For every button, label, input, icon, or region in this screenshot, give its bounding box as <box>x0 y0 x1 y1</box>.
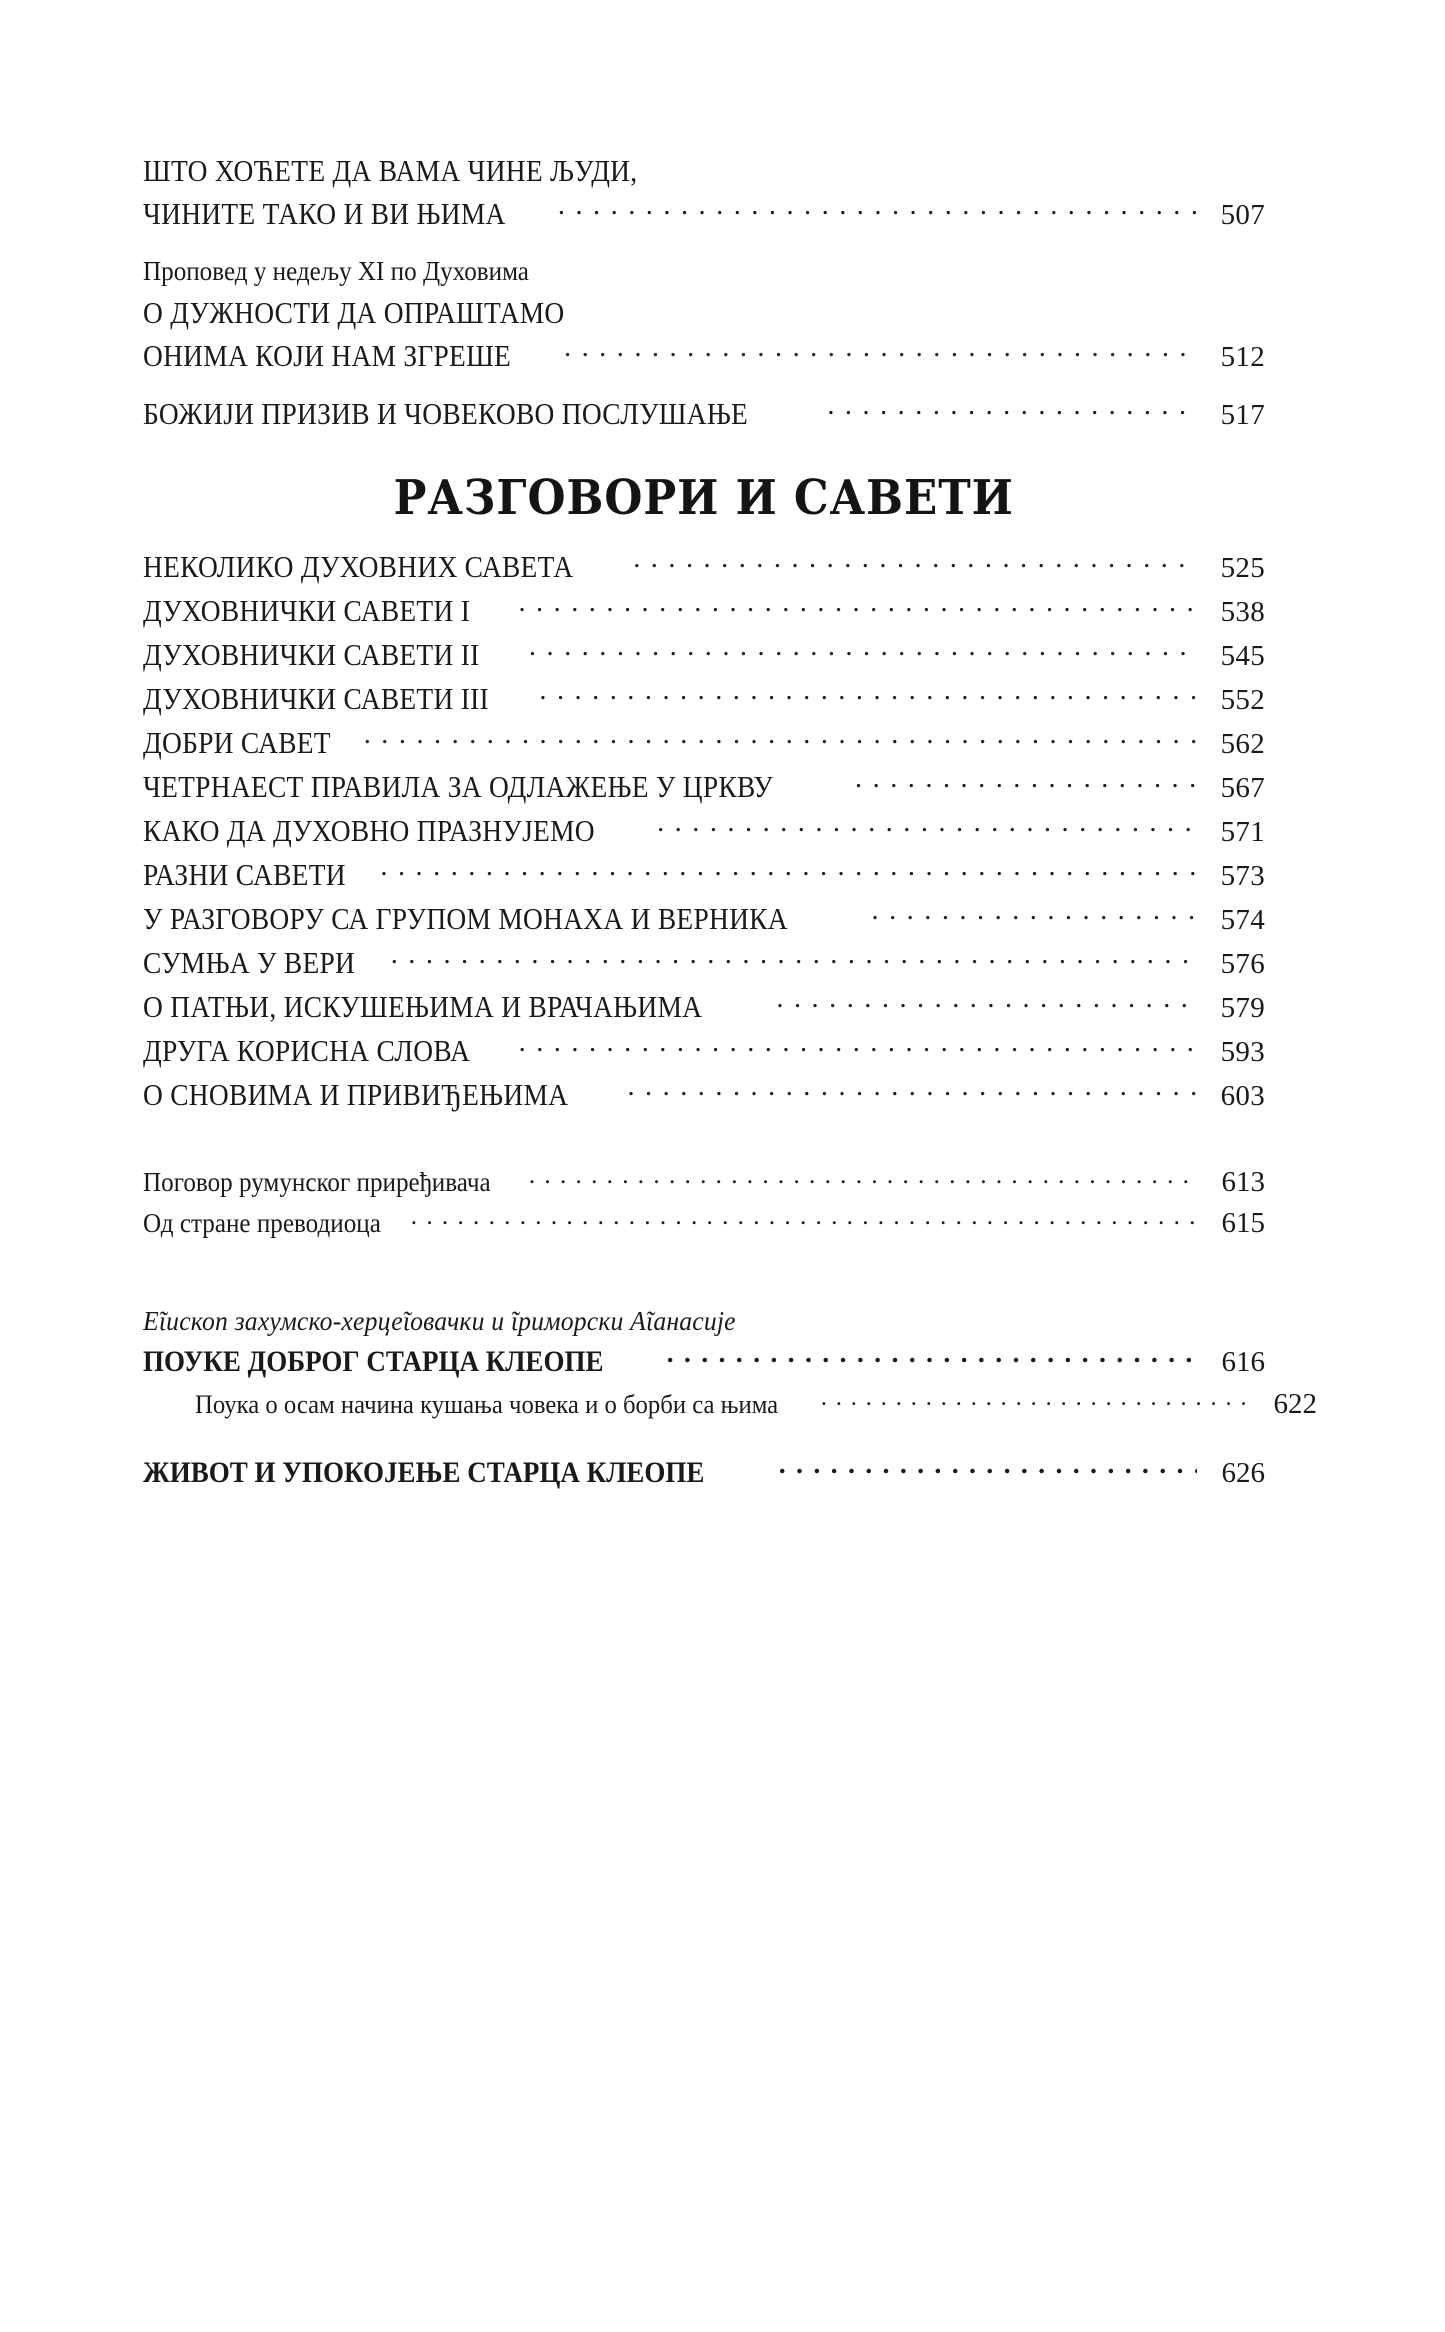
toc-page-number: 525 <box>1220 552 1265 584</box>
toc-page-number: 574 <box>1220 904 1265 936</box>
toc-entry-title-text: ОНИМА КОЈИ НАМ ЗГРЕШЕ <box>143 339 512 373</box>
toc-row[interactable] <box>143 898 1265 942</box>
dot-leader <box>558 194 1197 225</box>
toc-page-number: 603 <box>1220 1080 1265 1112</box>
section-heading-text: РАЗГОВОРИ И САВЕТИ <box>393 469 1015 526</box>
dot-leader <box>627 1075 1197 1106</box>
appendix-author-text: Еῖископ захумско-херцеῖовачки и ῖриморски Аῖанасије <box>143 1306 736 1336</box>
toc-entry-title-text: ДОБРИ САВЕТ <box>143 726 331 760</box>
toc-row[interactable] <box>143 942 1265 986</box>
toc-page-number: 573 <box>1220 860 1265 892</box>
dot-leader <box>411 1205 1197 1232</box>
dot-leader <box>529 635 1197 666</box>
toc-entry-title-text: ЖИВОТ И УПОКОЈЕЊЕ СТАРЦА КЛЕОПЕ <box>143 1456 705 1489</box>
toc-page-number: 507 <box>1220 199 1265 231</box>
toc-entry-title-text: ЧЕТРНАЕСТ ПРАВИЛА ЗА ОДЛАЖЕЊЕ У ЦРКВУ <box>143 770 774 804</box>
toc-entry-title-text: КАКО ДА ДУХОВНО ПРАЗНУЈЕМО <box>143 814 595 848</box>
toc-entry-title-text: Од стране преводиоца <box>143 1208 381 1238</box>
toc-row[interactable] <box>143 1340 1265 1384</box>
dot-leader <box>633 547 1197 578</box>
toc-entry-title-text: ПОУКЕ ДОБРОГ СТАРЦА КЛЕОПЕ <box>143 1345 604 1378</box>
toc-page-number: 512 <box>1220 341 1265 373</box>
toc-row[interactable] <box>143 393 1265 437</box>
toc-page-number: 545 <box>1220 640 1265 672</box>
dot-leader <box>776 987 1197 1018</box>
toc-entry-subtitle-text: Проповед у недељу XI по Духовима <box>143 256 529 286</box>
toc-row[interactable] <box>143 766 1265 810</box>
toc-entry-title-text: ЧИНИТЕ ТАКО И ВИ ЊИМА <box>143 197 506 231</box>
toc-row[interactable] <box>143 722 1265 766</box>
toc-page-number: 571 <box>1220 816 1265 848</box>
dot-leader <box>391 943 1197 974</box>
toc-row[interactable] <box>143 1030 1265 1074</box>
dot-leader <box>518 591 1197 622</box>
dot-leader <box>667 1341 1197 1371</box>
dot-leader <box>529 1164 1197 1191</box>
toc-page-number: 562 <box>1220 728 1265 760</box>
toc-entry-block <box>143 150 1265 237</box>
toc-entry-title-text: О ПАТЊИ, ИСКУШЕЊИМА И ВРАЧАЊИМА <box>143 990 703 1024</box>
toc-row[interactable] <box>143 810 1265 854</box>
toc-entry-title-text: У РАЗГОВОРУ СА ГРУПОМ МОНАХА И ВЕРНИКА <box>143 902 788 936</box>
toc-entry-title-text: НЕКОЛИКО ДУХОВНИХ САВЕТА <box>143 550 574 584</box>
dot-leader <box>380 855 1197 886</box>
toc-row[interactable] <box>143 546 1265 590</box>
toc-entry-title-text: ДУХОВНИЧКИ САВЕТИ III <box>143 682 489 716</box>
dot-leader <box>519 1031 1197 1062</box>
toc-entry-title-text: О ДУЖНОСТИ ДА ОПРАШТАМО <box>143 296 565 330</box>
toc-entry-title-text: БОЖИЈИ ПРИЗИВ И ЧОВЕКОВО ПОСЛУШАЊЕ <box>143 397 749 431</box>
toc-page-number: 616 <box>1221 1346 1265 1378</box>
toc-row[interactable] <box>143 590 1265 634</box>
toc-row[interactable] <box>143 1384 1317 1425</box>
toc-row[interactable] <box>143 1203 1265 1244</box>
toc-page-number: 567 <box>1220 772 1265 804</box>
toc-entry-title-line <box>143 150 1265 193</box>
toc-entry-title-text: СУМЊА У ВЕРИ <box>143 946 356 980</box>
appendix-author-line <box>143 1302 1265 1340</box>
dot-leader <box>827 394 1197 425</box>
toc-entry-title-text: Поговор румунског приређивача <box>143 1167 491 1197</box>
dot-leader <box>539 679 1197 710</box>
toc-page-number: 579 <box>1220 992 1265 1024</box>
dot-leader <box>821 1387 1249 1413</box>
toc-page-number: 538 <box>1220 596 1265 628</box>
toc-row[interactable] <box>143 854 1265 898</box>
dot-leader <box>855 767 1197 798</box>
spacer <box>143 1118 1265 1162</box>
dot-leader <box>564 336 1197 367</box>
toc-row[interactable] <box>143 1162 1265 1203</box>
toc-page-number: 576 <box>1220 948 1265 980</box>
spacer <box>143 1425 1265 1451</box>
toc-row[interactable] <box>143 1074 1265 1118</box>
toc-row[interactable] <box>143 986 1265 1030</box>
toc-page-number: 517 <box>1220 399 1265 431</box>
toc-entry-block <box>143 251 1265 379</box>
toc-entry-title-text: ДУХОВНИЧКИ САВЕТИ I <box>143 594 471 628</box>
toc-entry-subtitle <box>143 251 1265 292</box>
toc-entry-title-text: РАЗНИ САВЕТИ <box>143 858 346 892</box>
toc-row[interactable] <box>143 678 1265 722</box>
toc-row[interactable] <box>143 1451 1265 1495</box>
toc-entry-title-text: ДРУГА КОРИСНА СЛОВА <box>143 1034 471 1068</box>
toc-entry-title-line <box>143 292 1265 335</box>
spacer <box>143 379 1265 393</box>
toc-page-number: 615 <box>1221 1207 1265 1239</box>
toc-entry-title-text: ШТО ХОЋЕТЕ ДА ВАМА ЧИНЕ ЉУДИ, <box>143 154 638 188</box>
dot-leader <box>657 811 1197 842</box>
toc-page-number: 626 <box>1221 1457 1265 1489</box>
dot-leader <box>779 1452 1197 1482</box>
toc-row[interactable] <box>143 193 1265 237</box>
toc-entry-title-text: ДУХОВНИЧКИ САВЕТИ II <box>143 638 480 672</box>
section-heading <box>143 471 1265 524</box>
toc-entry-title-text: О СНОВИМА И ПРИВИЂЕЊИМА <box>143 1078 569 1112</box>
toc-page-number: 613 <box>1221 1166 1265 1198</box>
toc-row[interactable] <box>143 335 1265 379</box>
toc-page-number: 552 <box>1220 684 1265 716</box>
spacer <box>143 1244 1265 1302</box>
spacer <box>143 237 1265 251</box>
dot-leader <box>364 723 1197 754</box>
dot-leader <box>872 899 1197 930</box>
toc-subentry-title-text: Поука о осам начина кушања човека и о борби са њима <box>195 1390 779 1419</box>
toc-page-number: 622 <box>1273 1388 1317 1420</box>
toc-page-number: 593 <box>1220 1036 1265 1068</box>
toc-row[interactable] <box>143 634 1265 678</box>
